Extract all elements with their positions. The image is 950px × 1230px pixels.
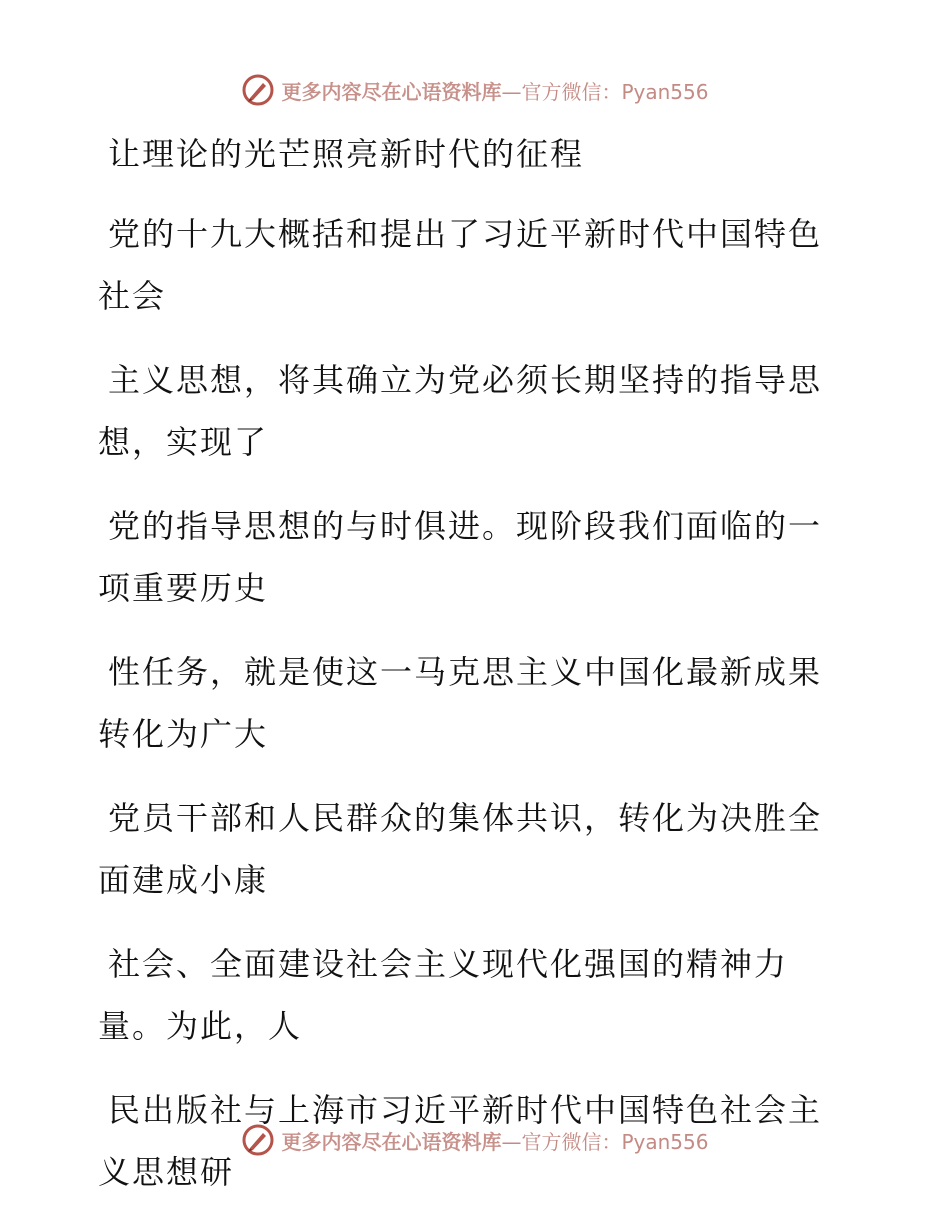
document-body — [98, 123, 838, 1225]
footer-watermark — [0, 1120, 950, 1160]
watermark-brand-text: 更多内容尽在心语资料库 — [281, 1129, 502, 1154]
paragraph: 社会、全面建设社会主义现代化强国的精神力量。为此，人 — [98, 945, 789, 1045]
paragraph: 民出版社与上海市习近平新时代中国特色社会主义思想研 — [98, 1091, 823, 1191]
paragraph: 主义思想，将其确立为党必须长期坚持的指导思想，实现了 — [98, 361, 823, 461]
paragraph: 党的指导思想的与时俱进。现阶段我们面临的一项重要历史 — [98, 507, 823, 607]
paragraph: 性任务，就是使这一马克思主义中国化最新成果转化为广大 — [98, 653, 823, 753]
paragraph: 党员干部和人民群众的集体共识，转化为决胜全面建成小康 — [98, 799, 823, 899]
pen-logo-icon — [241, 73, 275, 107]
pen-logo-icon — [241, 1123, 275, 1157]
header-watermark — [0, 70, 950, 110]
watermark-brand-text: 更多内容尽在心语资料库 — [281, 79, 502, 104]
watermark-contact-text: —官方微信：Pyan556 — [501, 79, 709, 104]
paragraph: 党的十九大概括和提出了习近平新时代中国特色社会 — [98, 215, 823, 315]
watermark-contact-text: —官方微信：Pyan556 — [501, 1129, 709, 1154]
paragraph-title: 让理论的光芒照亮新时代的征程 — [108, 135, 585, 173]
